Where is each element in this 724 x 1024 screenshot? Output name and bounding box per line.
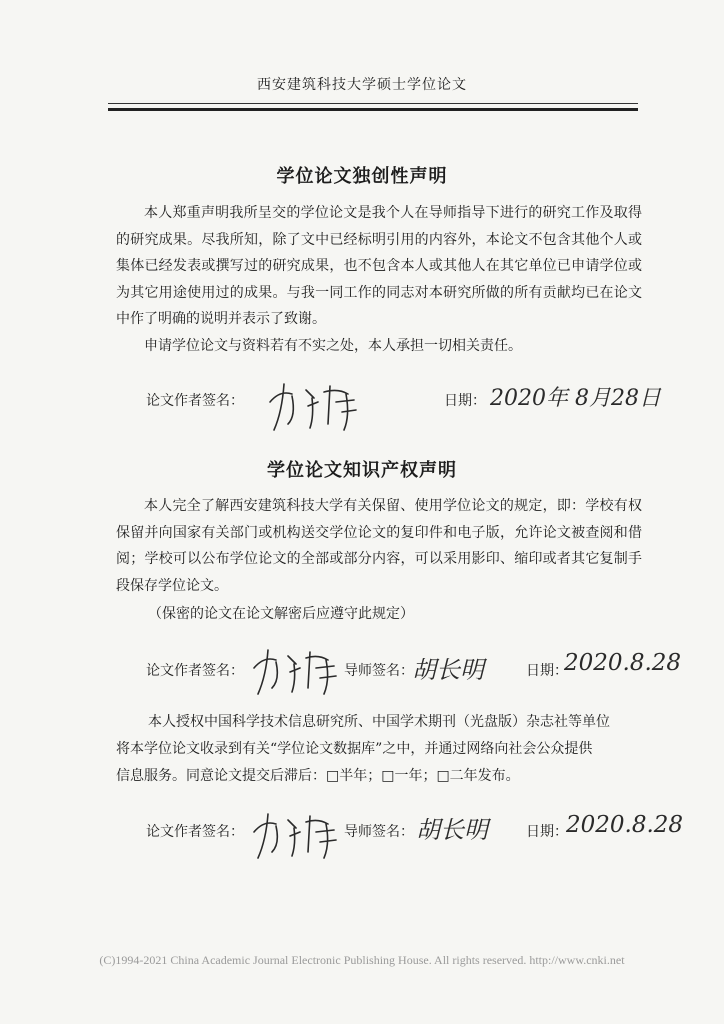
ip-rights-paragraph-1: 本人完全了解西安建筑科技大学有关保留、使用学位论文的规定，即：学校有权保留并向国家有关部门或机构送交学位论文的复印件和电子版，允许论文被查阅和借阅；学校可以公布学位论文的全部或部分内容，可以采用影印、缩印或者其它复制手段保存学位论文。 [116,498,642,594]
author-signature-label: 论文作者签名： [146,393,244,409]
ip-rights-paragraph-2-line-3: 信息服务。同意论文提交后滞后：□半年；□一年；□二年发布。 [116,768,520,784]
running-header: 西安建筑科技大学硕士学位论文 [257,77,467,93]
originality-heading: 学位论文独创性声明 [276,166,448,187]
author-signature-handwriting [262,372,362,434]
date-label-2: 日期： [526,663,568,679]
handwritten-date-3: 2020.8.28 [566,812,684,838]
author-signature-label-3: 论文作者签名： [146,824,244,840]
date-label: 日期： [444,393,486,409]
author-signature-handwriting-2 [248,640,340,698]
originality-paragraph-1: 本人郑重声明我所呈交的学位论文是我个人在导师指导下进行的研究工作及取得的研究成果。尽我所知，除了文中已经标明引用的内容外，本论文不包含其他个人或集体已经发表或撰写过的研究成果，也不包含本人或其他人在其它单位已申请学位或为其它用途使用过的成果。与我一同工作的同志对本研究所做的所有贡献均已在论文中作了明确的说明并表示了致谢。 [116,205,642,327]
date-label-3: 日期： [526,824,568,840]
confidential-note: （保密的论文在论文解密后应遵守此规定） [148,606,414,622]
ip-rights-paragraph-2-line-1: 本人授权中国科学技术信息研究所、中国学术期刊（光盘版）杂志社等单位 [148,714,610,730]
header-rule-thin [108,103,638,104]
advisor-signature-label-2: 导师签名： [344,824,414,840]
ip-rights-paragraph-2-line-2: 将本学位论文收录到有关“学位论文数据库”之中，并通过网络向社会公众提供 [116,741,593,757]
advisor-signature-label: 导师签名： [344,663,414,679]
author-signature-handwriting-3 [248,802,340,862]
ip-rights-heading: 学位论文知识产权声明 [267,460,457,481]
handwritten-date-2: 2020.8.28 [564,650,682,676]
handwritten-date: 2020年 8月28日 [490,386,661,411]
advisor-signature-handwriting-2: 胡长明 [416,816,488,844]
originality-paragraph-2: 申请学位论文与资料若有不实之处，本人承担一切相关责任。 [144,338,522,354]
author-signature-label-2: 论文作者签名： [146,663,244,679]
header-rule-thick [108,108,638,111]
cnki-copyright-footer: (C)1994-2021 China Academic Journal Electronic Publishing House. All rights reserved. http://www.cnki.net [99,953,625,967]
advisor-signature-handwriting: 胡长明 [412,656,484,684]
